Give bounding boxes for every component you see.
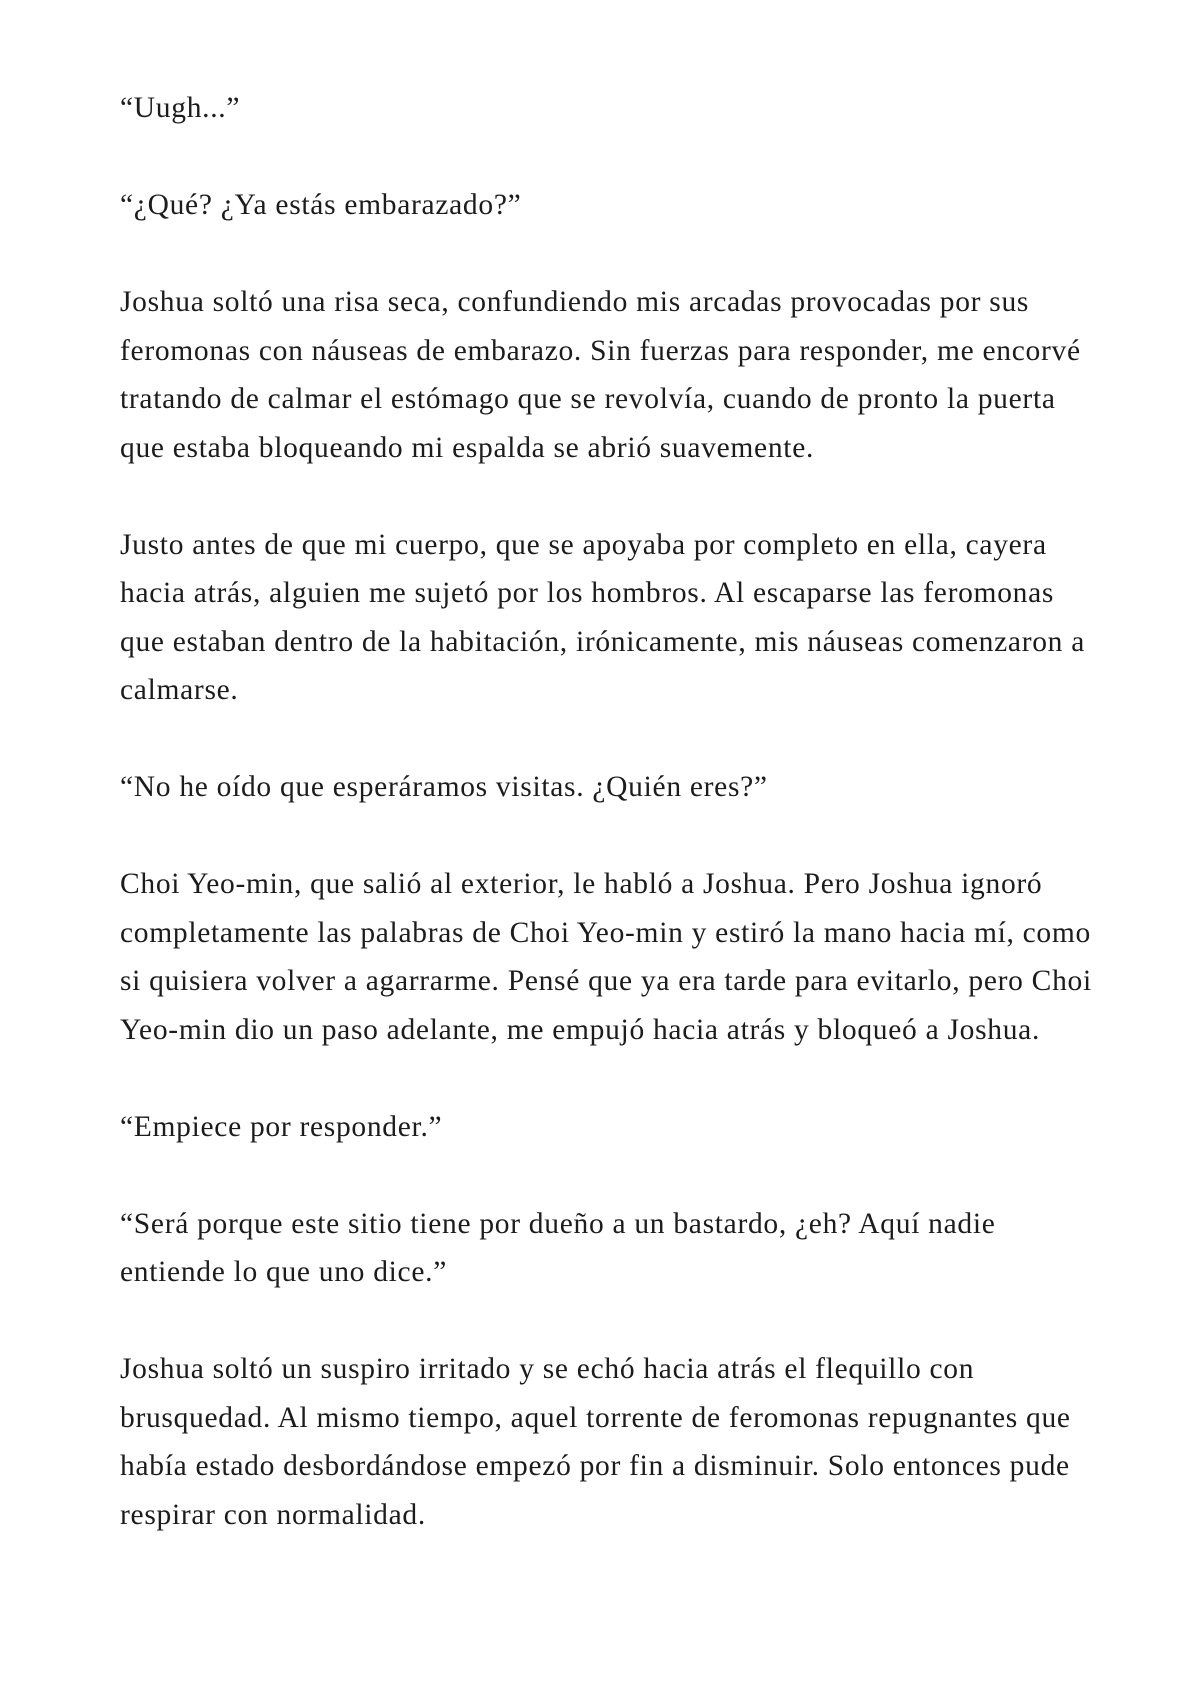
dialogue-visitas: “No he oído que esperáramos visitas. ¿Quién eres?” (120, 771, 768, 803)
narration-paragraph: Joshua soltó una risa seca, confundiendo mis arcadas provocadas por sus feromonas con náuseas de embarazo. Sin fuerzas para responder, me encorvé tratando de calmar el estómago que se revolvía, cuando de pronto la puerta que estaba bloqueando mi espalda se abrió suavemente. (120, 286, 1081, 464)
narration-paragraph: Joshua soltó un suspiro irritado y se echó hacia atrás el flequillo con brusquedad. Al mismo tiempo, aquel torrente de feromonas repugnantes que había estado desbordándose empezó por fin a disminuir. Solo entonces pude respirar con normalidad. (120, 1353, 1071, 1531)
document-page (120, 84, 1100, 1588)
narration-paragraph: Choi Yeo-min, que salió al exterior, le habló a Joshua. Pero Joshua ignoró completamente las palabras de Choi Yeo-min y estiró la mano hacia mí, como si quisiera volver a agarrarme. Pensé que ya era tarde para evitarlo, pero Choi Yeo-min dio un paso adelante, me empujó hacia atrás y bloqueó a Joshua. (120, 868, 1092, 1046)
dialogue-responder: “Empiece por responder.” (120, 1110, 443, 1143)
dialogue-uugh: “Uugh...” (120, 92, 241, 124)
dialogue-embarazado: “¿Qué? ¿Ya estás embarazado?” (120, 189, 522, 221)
dialogue-bastardo: “Será porque este sitio tiene por dueño a un bastardo, ¿eh? Aquí nadie entiende lo que uno dice.” (120, 1207, 996, 1288)
narration-paragraph: Justo antes de que mi cuerpo, que se apoyaba por completo en ella, cayera hacia atrás, alguien me sujetó por los hombros. Al escaparse las feromonas que estaban dentro de la habitación, irónicamente, mis náuseas comenzaron a calmarse. (120, 528, 1085, 706)
